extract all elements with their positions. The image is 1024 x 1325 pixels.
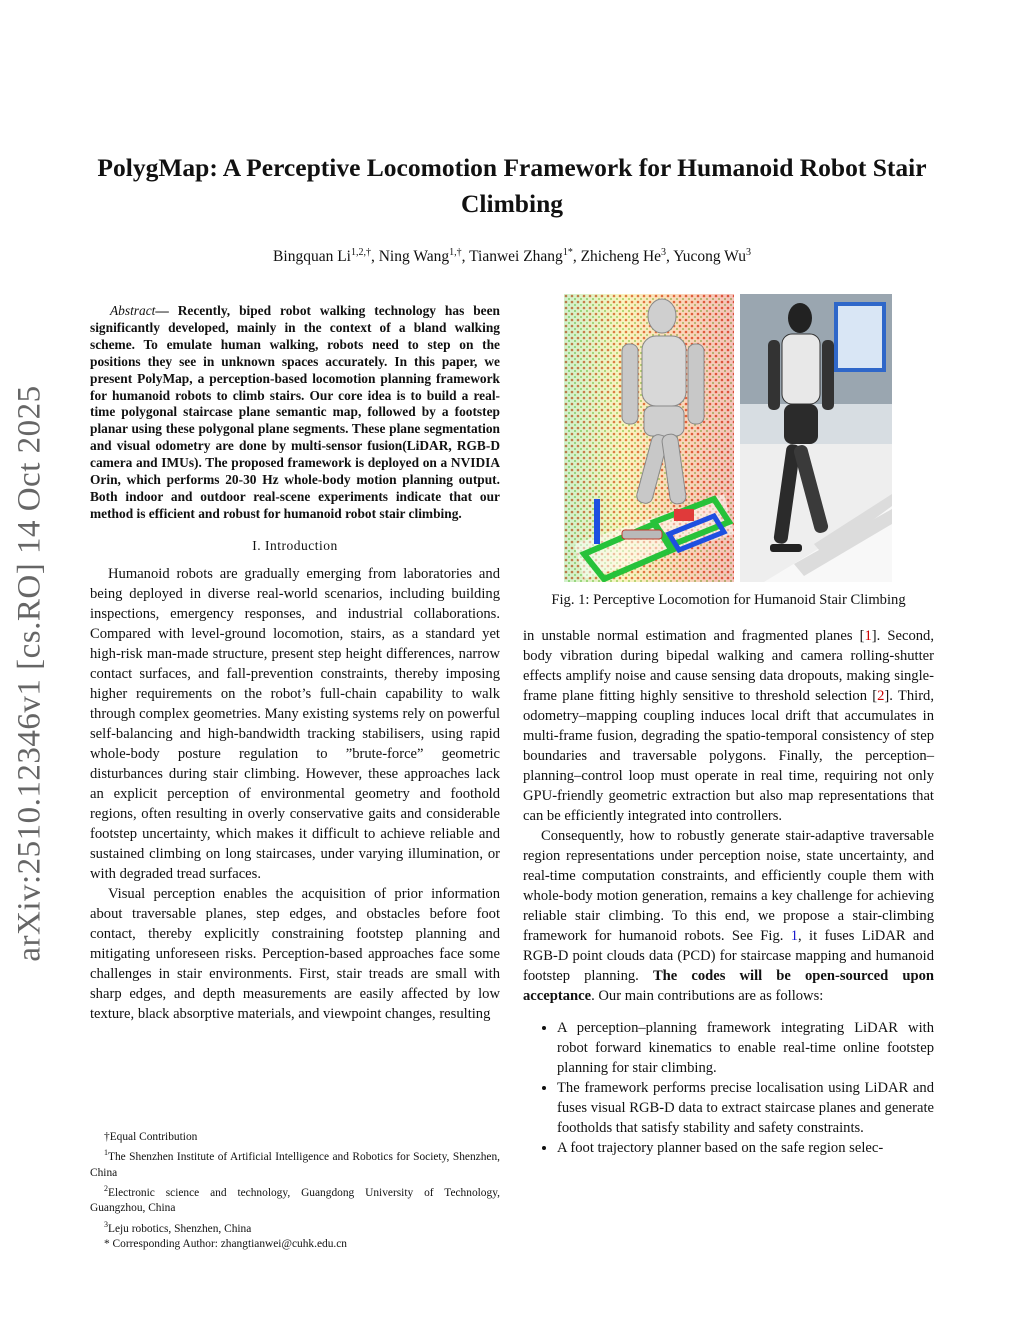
body-paragraph xyxy=(523,626,934,826)
author-affiliation: 1* xyxy=(562,247,573,258)
author-affiliation: 3 xyxy=(661,247,667,258)
figure-link[interactable]: 1 xyxy=(790,928,799,944)
abstract-label: Abstract xyxy=(110,303,156,318)
arxiv-sidebar-id: arXiv:2510.12346v1 [cs.RO] 14 Oct 2025 xyxy=(11,385,48,962)
list-item: • A foot trajectory planner based on the safe region selec- xyxy=(557,1138,934,1158)
footnote-text: Leju robotics, Shenzhen, China xyxy=(108,1222,252,1235)
author-name: Bingquan Li xyxy=(273,248,351,266)
citation-link[interactable]: 2 xyxy=(877,688,885,704)
text-run: ]. Second, body vibration during bipedal walking and camera rolling-shutter effects amplify noise and cause sensing data dropouts, making single-frame plane fitting highly sensitive to threshold selection [ xyxy=(523,628,934,704)
author-name: Zhicheng He xyxy=(580,248,662,266)
author-name: Yucong Wu xyxy=(673,248,746,266)
figure-caption: Fig. 1: Perceptive Locomotion for Humanoid Stair Climbing xyxy=(551,592,906,608)
text-run: , it fuses LiDAR and RGB-D point clouds data (PCD) for staircase mapping and humanoid footstep planning. xyxy=(523,928,934,984)
abstract xyxy=(90,303,500,523)
author-name: Tianwei Zhang xyxy=(469,248,563,266)
footnote: $^2$Electronic science and technology, Guangdong University of Technology, Guangzhou, China xyxy=(90,1184,500,1215)
text-run: . Our main contributions are as follows: xyxy=(591,988,824,1004)
paper-title: PolygMap: A Perceptive Locomotion Framework for Humanoid Robot Stair Climbing xyxy=(97,153,927,218)
author-name: Ning Wang xyxy=(378,248,450,266)
footnote: †Equal Contribution xyxy=(104,1131,198,1143)
abstract-text: — Recently, biped robot walking technology has been significantly developed, mainly in the context of a bland walking scheme. To emulate human walking, robots need to step on the positions they see in unknown spaces accurately. In this paper, we present PolyMap, a perception-based locomotion planning framework for humanoid robots to climb stairs. Our core idea is to build a real-time polygonal staircase plane semantic map, followed by a footstep planar using these polygonal plane segments. These plane segmentation and visual odometry are done by multi-sensor fusion(LiDAR, RGB-D camera and IMUs). The proposed framework is deployed on a NVIDIA Orin, which performs 20-30 Hz whole-body motion planning output. Both indoor and outdoor real-scene experiments indicate that our method is efficient and robust for humanoid robot stair climbing. xyxy=(90,303,500,521)
author-affiliation: 1,† xyxy=(449,247,462,258)
author-list: Bingquan $Li^{1,2,\dagger}$, Ning Wang$^{1,\dagger}$, Tianwei Zhang$^{1*}$, Zhicheng He$^3$, Yucong Wu$^3$ xyxy=(273,247,751,266)
footnote: $^3$Leju robotics, Shenzhen, China xyxy=(104,1219,252,1235)
body-paragraph: Visual perception enables the acquisition of prior information about traversable planes, step edges, and obstacles before foot contact, thereby explicitly constraining footstep planning and mitigating unforeseen risks. Perception-based approaches face some challenges in stair environments. First, stair treads are small with sharp edges, and depth measurements are easily affected by low texture, black absorptive materials, and viewpoint changes, resulting xyxy=(90,885,500,1022)
right-column xyxy=(523,626,934,1158)
author-affiliation: 3 xyxy=(745,247,751,258)
section-heading: I. Introduction xyxy=(252,537,338,553)
footnote-text: The Shenzhen Institute of Artificial Intelligence and Robotics for Society, Shenzhen, China xyxy=(90,1151,500,1179)
bold-statement: The codes will be open-sourced upon acceptance xyxy=(523,968,934,1004)
footnote: * Corresponding Author: zhangtianwei@cuhk.edu.cn xyxy=(104,1237,347,1250)
text-run: in unstable normal estimation and fragmented planes [ xyxy=(523,628,865,644)
contribution-list xyxy=(523,1018,934,1158)
citation-link[interactable]: 1 xyxy=(864,628,872,644)
body-paragraph: Humanoid robots are gradually emerging from laboratories and being deployed in diverse real-world scenarios, including building inspections, emergency responses, and industrial collaborations. Compared with level-ground locomotion, stairs, as a standard yet high-risk man-made structure, present step height differences, narrow contact surfaces, and fall-prevention constraints, thereby imposing higher requirements on the robot’s full-chain capability to walk through complex geometries. Many existing systems rely on powerful self-balancing and high-bandwidth tracking stabilisers, using rapid whole-body posture regulation to ”brute-force” geometric disturbances during stair climbing. However, these approaches lack an explicit perception of environmental geometry and foothold regions, often resulting in overly conservative gaits and considerable footstep uncertainty, which makes it difficult to achieve reliable and sustained climbing on long staircases, under varying illumination, or with degraded tread surfaces. xyxy=(90,565,500,882)
list-item: • The framework performs precise localisation using LiDAR and fuses visual RGB-D data to extract staircase planes and generate footholds that satisfy stability and safety constraints. xyxy=(557,1078,934,1138)
footnote: $^1$The Shenzhen Institute of Artificial Intelligence and Robotics for Society, Shenzhen, China xyxy=(90,1148,500,1179)
list-item: • A perception–planning framework integrating LiDAR with robot forward kinematics to enable real-time online footstep planning for stair climbing. xyxy=(557,1018,934,1078)
text-run: ]. Third, odometry–mapping coupling induces local drift that accumulates in multi-frame fusion, degrading the spatio-temporal consistency of step boundaries and traversable polygons. Finally, the perception–planning–control loop must operate in real time, requiring not only GPU-friendly geometric extraction but also map representations that can be efficiently integrated into controllers. xyxy=(523,688,934,824)
text-run: Consequently, how to robustly generate stair-adaptive traversable region representations under perception noise, state uncertainty, and real-time computation constraints, and efficiently couple them with whole-body motion generation, remains a key challenge for achieving reliable stair climbing. To this end, we propose a stair-climbing framework for humanoid robots. See Fig. xyxy=(523,828,934,944)
footnote-text: Electronic science and technology, Guangdong University of Technology, Guangzhou, China xyxy=(90,1186,500,1215)
left-column xyxy=(90,303,500,1024)
footnotes xyxy=(90,1130,500,1252)
author-affiliation: 1,2,† xyxy=(350,247,371,258)
figure-1 xyxy=(564,294,892,582)
body-paragraph xyxy=(523,826,934,1006)
figure-image xyxy=(564,294,892,582)
